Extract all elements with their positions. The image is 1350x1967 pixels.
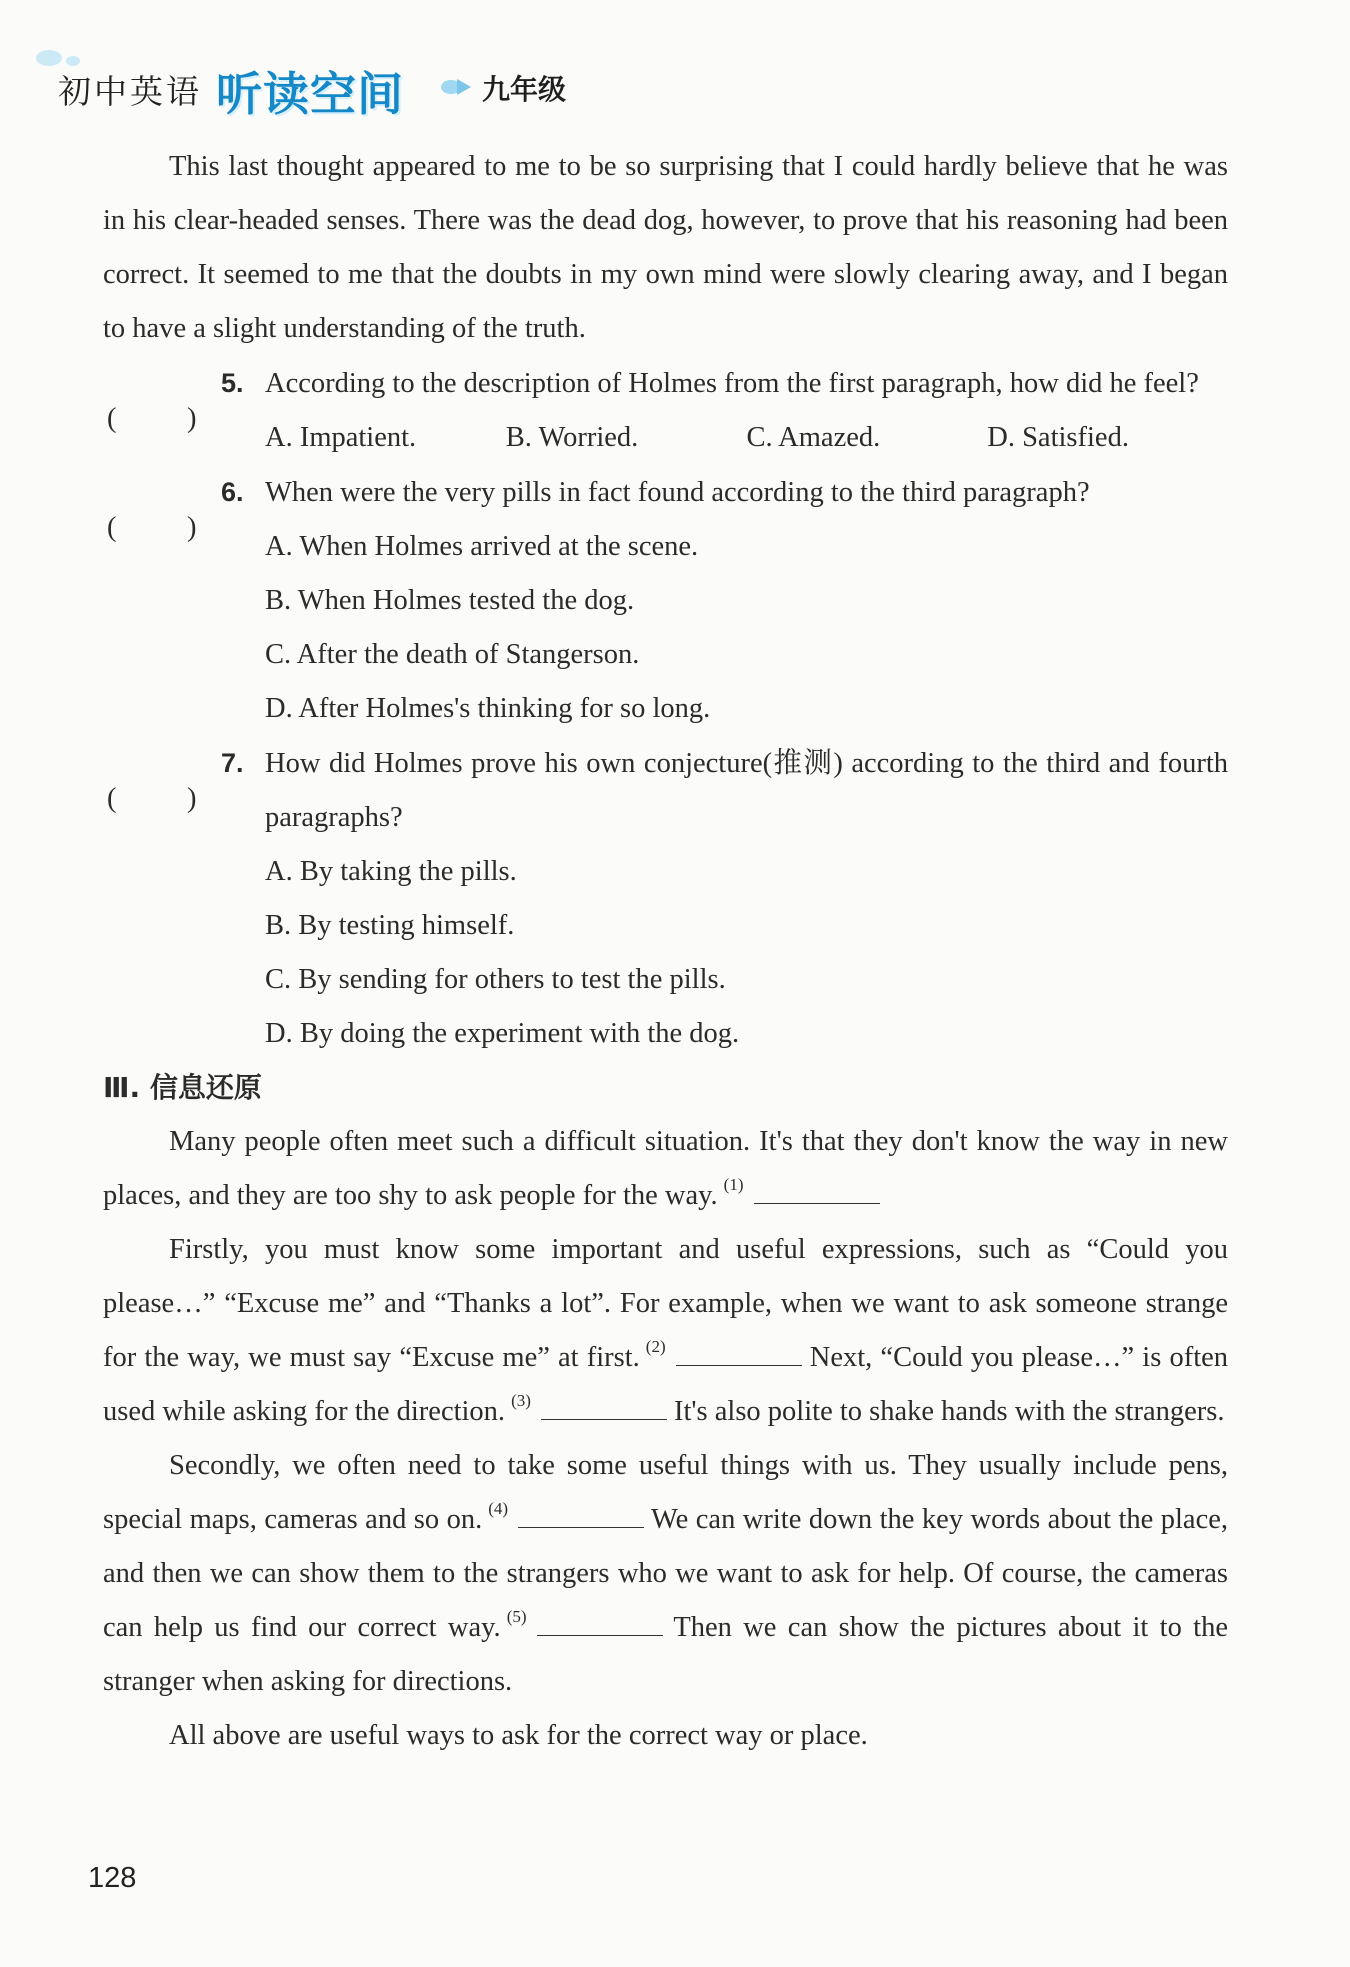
answer-blank-2[interactable] [676,1339,802,1366]
option-a: A. Impatient. [265,422,417,453]
series-title: 初中英语 [58,72,202,111]
answer-blank-4[interactable] [518,1501,644,1528]
question-7: ( ) 7. How did Holmes prove his own conjecture(推测) according to the third and fourth paragraphs? [103,736,1228,845]
cloze-paragraph-1: Many people often meet such a difficult situation. It's that they don't know the way in new places, and they are too shy to ask people for the way. $^{(1)}$ [103,1126,1228,1211]
blank-label: (5) [506,1606,527,1626]
cloze-paragraph-2: Firstly, you must know some important and useful expressions, such as “Could you please…” “Excuse me” and “Thanks a lot”. For example, when we want to ask someone strange for the way, we must say “Excuse me” at first. $^{(2)}$ Next, “Could you please…” is often used while asking for the direction. $^{(3)}$ It's also polite to shake hands with the strangers. [103,1234,1229,1427]
option-a: A. By taking the pills. [265,856,517,887]
section-heading: Ⅲ. 信息还原 [103,1071,262,1104]
question-5: ( ) 5. According to the description of Holmes from the first paragraph, how did he feel? [103,356,1228,411]
page-number: 128 [88,1862,137,1894]
blank-label: (1) [723,1174,744,1194]
option-c: C. After the death of Stangerson. [265,639,640,670]
option-c: C. By sending for others to test the pills. [265,964,726,995]
option-c: C. Amazed. [746,422,881,453]
blank-label: (4) [488,1498,509,1518]
options-row [103,411,1228,465]
blank-label: (3) [511,1390,531,1410]
decor-bubble [36,50,62,66]
answer-blank-3[interactable] [541,1393,667,1420]
passage-paragraph: This last thought appeared to me to be so surprising that I could hardly believe that he was in his clear-headed senses. There was the dead dog, however, to prove that his reasoning had been correct. It seemed to me that the doubts in my own mind were slowly clearing away, and I began to have a slight understanding of the truth. [103,151,1228,344]
question-number: 7. [221,748,244,778]
question-text: According to the description of Holmes from the first paragraph, how did he feel? [265,368,1199,399]
option-b: B. By testing himself. [265,910,515,941]
option-d: D. By doing the experiment with the dog. [265,1018,740,1049]
page-content [103,140,1228,1763]
decor-bubble [66,56,80,66]
question-6: ( ) 6. When were the very pills in fact found according to the third paragraph? [103,465,1228,520]
blank-label: (2) [645,1336,666,1356]
grade-label: 九年级 [482,73,567,106]
question-text: When were the very pills in fact found according to the third paragraph? [265,477,1090,508]
option-d: D. After Holmes's thinking for so long. [265,693,711,724]
option-b: B. When Holmes tested the dog. [265,585,635,616]
question-number: 6. [221,477,244,507]
brand-logo: 听读空间 [216,67,404,121]
question-number: 5. [221,368,244,398]
arrow-icon [441,76,471,98]
option-b: B. Worried. [505,422,639,453]
cloze-paragraph-3: Secondly, we often need to take some useful things with us. They usually include pens, special maps, cameras and so on. $^{(4)}$ We can write down the key words about the place, and then we can show them to the strangers who we want to ask for help. Of course, the cameras can help us find our correct way. $^{(5)}$ Then we can show the pictures about it to the stranger when asking for directions. [103,1450,1228,1697]
question-text: How did Holmes prove his own conjecture(推测) according to the third and fourth paragraphs? [265,748,1228,833]
option-d: D. Satisfied. [987,422,1129,453]
page-header [58,52,618,122]
answer-blank-5[interactable] [537,1609,663,1636]
answer-blank-1[interactable] [754,1177,880,1204]
cloze-paragraph-4: All above are useful ways to ask for the correct way or place. [169,1720,868,1751]
option-a: A. When Holmes arrived at the scene. [265,531,699,562]
